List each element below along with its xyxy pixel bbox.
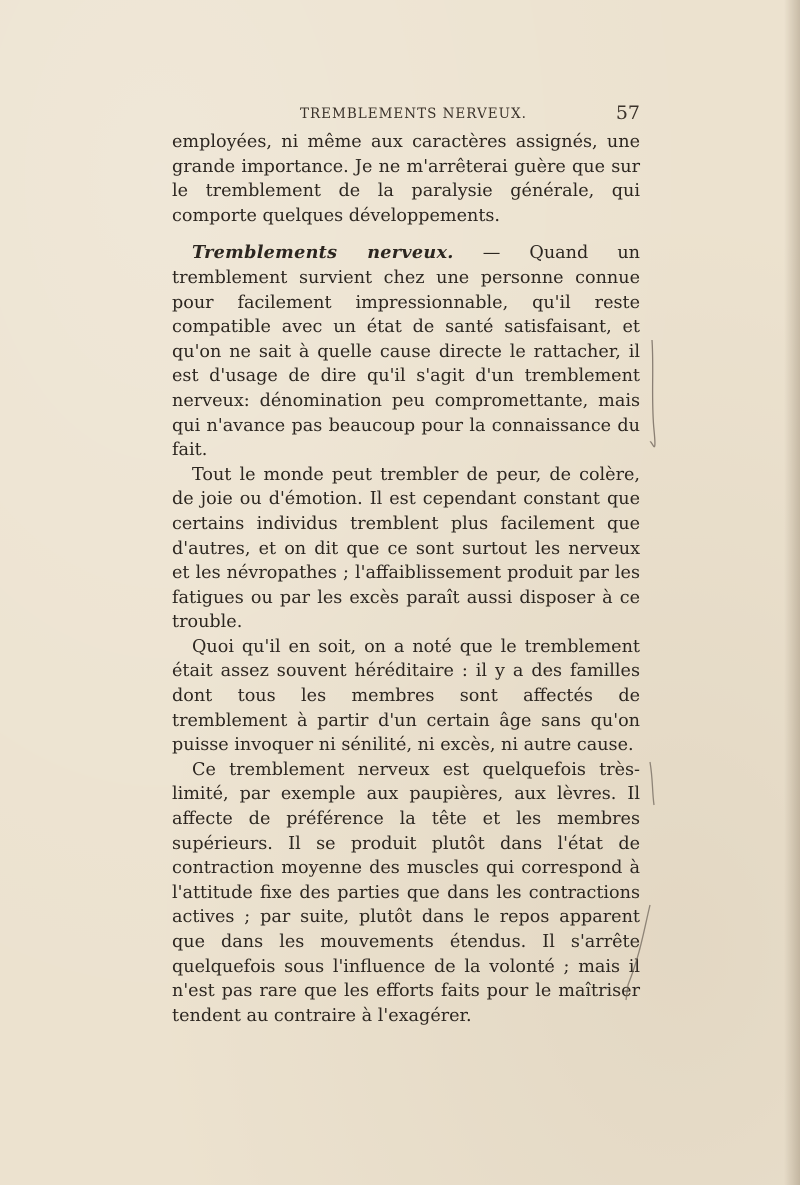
paragraph-3 [172, 463, 640, 635]
paragraph-3-text: Tout le monde peut trembler de peur, de colère, de joie ou d'émotion. Il est cependant constant que certains individus tremblent plus facilement que d'autres, et on dit que ce sont surtout les nerveux et les névropathes ; l'affaiblissement produit par les fatigues ou par les excès paraît aussi disposer à ce trouble. [172, 464, 640, 633]
pencil-mark-middle [650, 762, 654, 805]
page-edge-shadow [784, 0, 800, 1185]
page-header [172, 104, 640, 126]
paragraph-2 [172, 241, 640, 462]
running-title: TREMBLEMENTS NERVEUX. [300, 106, 527, 122]
paragraph-5 [172, 758, 640, 1029]
paragraph-2-text: — Quand un tremblement survient chez une personne connue pour facilement impressionnable, qu'il reste compatible avec un état de santé satisfaisant, et qu'on ne sait à quelle cause directe le rattacher, il est d'usage de dire qu'il s'agit d'un tremblement nerveux: dénomination peu compromettante, mais qui n'avance pas beaucoup pour la connaissance du fait. [172, 243, 640, 461]
paragraph-4-text: Quoi qu'il en soit, on a noté que le tremblement était assez souvent héréditaire : il y a des familles dont tous les membres sont affectés de tremblement à partir d'un certain âge sans qu'on puisse invoquer ni sénilité, ni excès, ni autre cause. [172, 636, 640, 756]
section-heading: Tremblements nerveux. [192, 242, 454, 264]
paragraph-4 [172, 635, 640, 758]
pencil-mark-upper [650, 340, 655, 447]
body-text [172, 130, 640, 1028]
paragraph-1 [172, 130, 640, 228]
page-number: 57 [615, 102, 640, 124]
paragraph-1-text: employées, ni même aux caractères assignés, une grande importance. Je ne m'arrêterai guère que sur le tremblement de la paralysie générale, qui comporte quelques développements. [172, 132, 640, 226]
paragraph-5-text: Ce tremblement nerveux est quelquefois très-limité, par exemple aux paupières, aux lèvres. Il affecte de préférence la tête et les membres supérieurs. Il se produit plutôt dans l'état de contraction moyenne des muscles qui correspond à l'attitude fixe des parties que dans les contractions actives ; par suite, plutôt dans le repos apparent que dans les mouvements étendus. Il s'arrête quelquefois sous l'influence de la volonté ; mais il n'est pas rare que les efforts faits pour le maîtriser tendent au contraire à l'exagérer. [172, 759, 640, 1026]
